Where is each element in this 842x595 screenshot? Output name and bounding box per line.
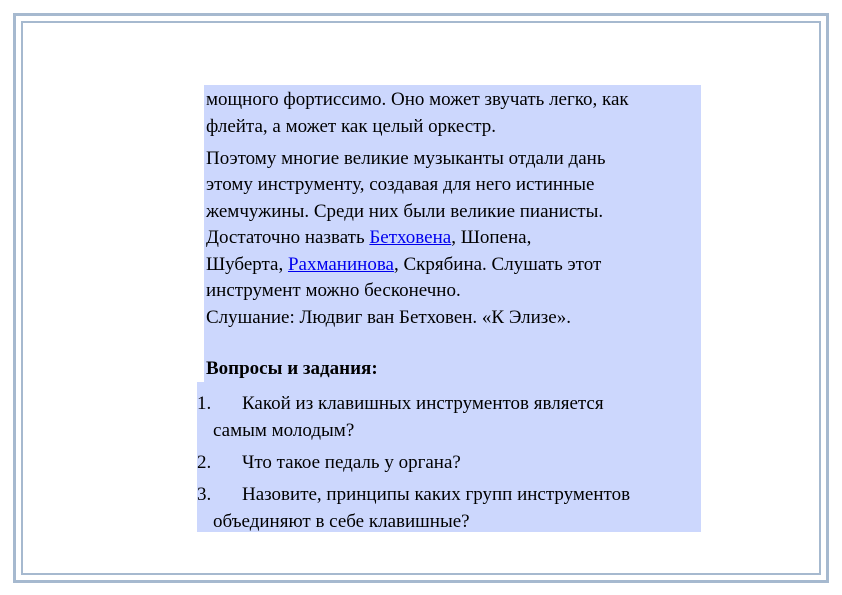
question-3-line2: объединяют в себе клавишные? <box>213 511 470 532</box>
paragraph2-line2: этому инструменту, создавая для него истинные <box>206 174 595 195</box>
question-1-number: 1. <box>197 393 212 414</box>
question-1-line2: самым молодым? <box>213 420 355 441</box>
question-2-line1: Что такое педаль у органа? <box>242 452 461 473</box>
question-2-number: 2. <box>197 452 212 473</box>
paragraph2-line3: жемчужины. Среди них были великие пианисты. <box>206 201 604 222</box>
paragraph2-line5-after: , Скрябина. Слушать этот <box>393 254 602 275</box>
questions-heading: Вопросы и задания: <box>206 358 378 379</box>
paragraph2-line4-after: , Шопена, <box>451 227 532 248</box>
question-3-line1: Назовите, принципы каких групп инструментов <box>242 484 631 505</box>
paragraph1-line2: флейта, а может как целый оркестр. <box>206 116 496 137</box>
question-3-number: 3. <box>197 484 212 505</box>
rachmaninoff-link[interactable]: Рахманинова <box>287 254 394 275</box>
beethoven-link[interactable]: Бетховена <box>369 227 452 248</box>
question-1-line1: Какой из клавишных инструментов является <box>242 393 604 414</box>
paragraph2-line5 <box>206 252 601 278</box>
paragraph2-line4-before: Достаточно назвать <box>206 227 370 248</box>
listening-line: Слушание: Людвиг ван Бетховен. «К Элизе». <box>206 307 571 328</box>
paragraph2-line6: инструмент можно бесконечно. <box>206 280 461 301</box>
paragraph1-line1: мощного фортиссимо. Оно может звучать легко, как <box>206 89 629 110</box>
paragraph2-line4 <box>206 225 531 251</box>
paragraph2-line5-before: Шуберта, <box>206 254 288 275</box>
paragraph2-line1: Поэтому многие великие музыканты отдали дань <box>206 148 606 169</box>
